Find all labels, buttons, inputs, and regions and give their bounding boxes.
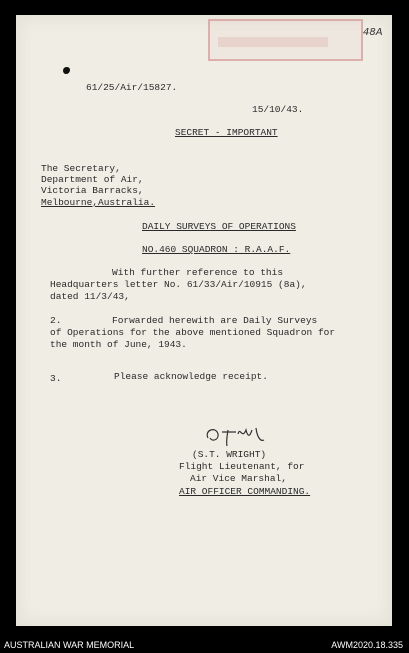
paragraph-2-number: 2.: [50, 315, 62, 326]
paragraph-2-line: of Operations for the above mentioned Squadron for: [50, 327, 336, 338]
reference-number: 61/25/Air/15827.: [86, 82, 178, 93]
signatory-title: Air Vice Marshal,: [190, 473, 287, 484]
archive-item-number: AWM2020.18.335: [331, 640, 403, 650]
archive-footer: [0, 637, 409, 653]
paragraph-1-line: Headquarters letter No. 61/33/Air/10915 (8a),: [50, 279, 307, 290]
paragraph-2-line: Forwarded herewith are Daily Surveys: [112, 315, 318, 326]
signatory-office: AIR OFFICER COMMANDING.: [179, 486, 311, 497]
received-stamp: [208, 19, 363, 61]
subject-squadron: NO.460 SQUADRON : R.A.A.F.: [142, 244, 291, 255]
paragraph-2-line: the month of June, 1943.: [50, 339, 187, 350]
paragraph-3-text: Please acknowledge receipt.: [114, 371, 268, 382]
paragraph-1-line: With further reference to this: [112, 267, 284, 278]
paragraph-1-line: dated 11/3/43,: [50, 291, 130, 302]
paragraph-3-number: 3.: [50, 373, 62, 384]
handwritten-folio-number: 48A: [363, 27, 383, 38]
address-line: Victoria Barracks,: [41, 185, 144, 196]
letter-date: 15/10/43.: [252, 104, 304, 115]
classification-heading: SECRET - IMPORTANT: [175, 127, 278, 138]
address-line: Melbourne,Australia.: [41, 197, 156, 208]
address-line: The Secretary,: [41, 163, 121, 174]
archive-name: AUSTRALIAN WAR MEMORIAL: [4, 640, 135, 650]
address-line: Department of Air,: [41, 174, 144, 185]
signatory-name: (S.T. WRIGHT): [192, 449, 267, 460]
punch-hole-mark: [63, 67, 70, 74]
subject-heading: DAILY SURVEYS OF OPERATIONS: [142, 221, 296, 232]
document-page: [16, 15, 392, 626]
signatory-rank: Flight Lieutenant, for: [179, 461, 305, 472]
